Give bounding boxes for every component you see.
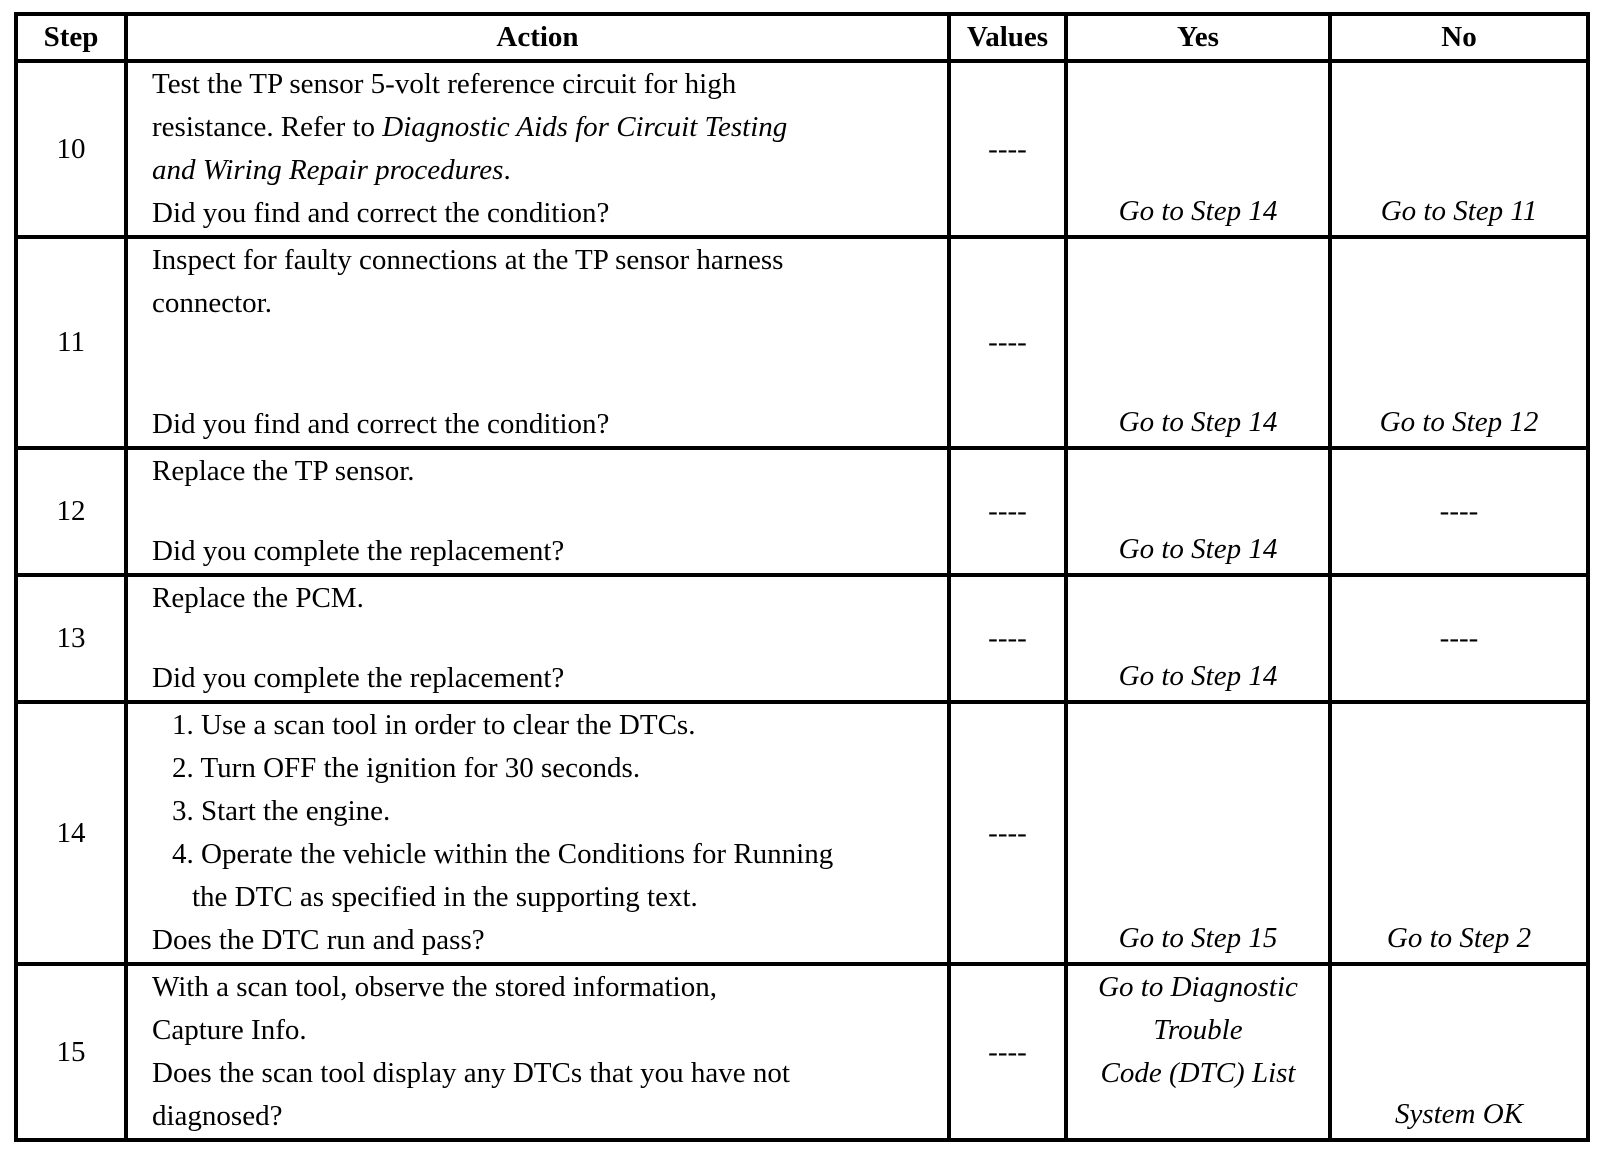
no-cell: ---- [1330, 448, 1588, 575]
values-cell: ---- [949, 237, 1066, 448]
table-row [16, 448, 1588, 575]
action-line [152, 106, 939, 149]
header-no: No [1330, 14, 1588, 61]
action-question: Did you find and correct the condition? [152, 197, 610, 229]
table-row [16, 964, 1588, 1140]
action-question: Does the scan tool display any DTCs that you have not [152, 1057, 790, 1089]
no-cell: Go to Step 11 [1330, 61, 1588, 237]
action-cell [126, 448, 949, 575]
action-question: Does the DTC run and pass? [152, 924, 485, 956]
yes-line: Go to Diagnostic [1098, 971, 1298, 1003]
yes-cell [1066, 964, 1330, 1140]
no-cell: Go to Step 2 [1330, 702, 1588, 964]
step-number: 14 [16, 702, 126, 964]
no-cell: Go to Step 12 [1330, 237, 1588, 448]
yes-cell: Go to Step 15 [1066, 702, 1330, 964]
no-cell: System OK [1330, 964, 1588, 1140]
yes-cell: Go to Step 14 [1066, 448, 1330, 575]
action-list-item-continued: the DTC as specified in the supporting text. [192, 881, 698, 913]
table-row [16, 237, 1588, 448]
action-question: diagnosed? [152, 1100, 283, 1132]
action-reference: Diagnostic Aids for Circuit Testing [382, 111, 788, 143]
action-question: Did you find and correct the condition? [152, 408, 610, 440]
action-list-item: 1. Use a scan tool in order to clear the DTCs. [172, 709, 696, 741]
action-list-item: 2. Turn OFF the ignition for 30 seconds. [172, 752, 641, 784]
action-line: Replace the PCM. [152, 582, 364, 614]
step-number: 10 [16, 61, 126, 237]
action-line: Capture Info. [152, 1014, 307, 1046]
table-row [16, 702, 1588, 964]
action-line: connector. [152, 287, 272, 319]
action-question: Did you complete the replacement? [152, 662, 565, 694]
action-reference: and Wiring Repair procedures [152, 154, 504, 186]
yes-cell: Go to Step 14 [1066, 575, 1330, 702]
action-list-item: 3. Start the engine. [172, 795, 391, 827]
diagnostic-table [14, 12, 1590, 1142]
action-text: . [503, 154, 511, 186]
action-list-item: 4. Operate the vehicle within the Conditions for Running [172, 838, 834, 870]
header-action: Action [126, 14, 949, 61]
action-cell [126, 61, 949, 237]
action-line: Test the TP sensor 5-volt reference circuit for high [152, 68, 737, 100]
action-cell [126, 237, 949, 448]
step-number: 11 [16, 237, 126, 448]
action-line: Inspect for faulty connections at the TP sensor harness [152, 244, 784, 276]
action-line: Replace the TP sensor. [152, 455, 415, 487]
header-values: Values [949, 14, 1066, 61]
action-cell [126, 575, 949, 702]
action-cell [126, 964, 949, 1140]
yes-cell: Go to Step 14 [1066, 237, 1330, 448]
step-number: 12 [16, 448, 126, 575]
header-step: Step [16, 14, 126, 61]
table-row [16, 61, 1588, 237]
yes-line: Code (DTC) List [1100, 1057, 1296, 1089]
table-row [16, 575, 1588, 702]
action-line [152, 149, 939, 192]
yes-line: Trouble [1153, 1014, 1243, 1046]
yes-cell: Go to Step 14 [1066, 61, 1330, 237]
values-cell: ---- [949, 964, 1066, 1140]
action-cell [126, 702, 949, 964]
values-cell: ---- [949, 61, 1066, 237]
step-number: 13 [16, 575, 126, 702]
values-cell: ---- [949, 575, 1066, 702]
values-cell: ---- [949, 702, 1066, 964]
values-cell: ---- [949, 448, 1066, 575]
action-line: With a scan tool, observe the stored information, [152, 971, 717, 1003]
step-number: 15 [16, 964, 126, 1140]
header-row [16, 14, 1588, 61]
action-text: resistance. Refer to [152, 111, 383, 143]
header-yes: Yes [1066, 14, 1330, 61]
action-question: Did you complete the replacement? [152, 535, 565, 567]
no-cell: ---- [1330, 575, 1588, 702]
